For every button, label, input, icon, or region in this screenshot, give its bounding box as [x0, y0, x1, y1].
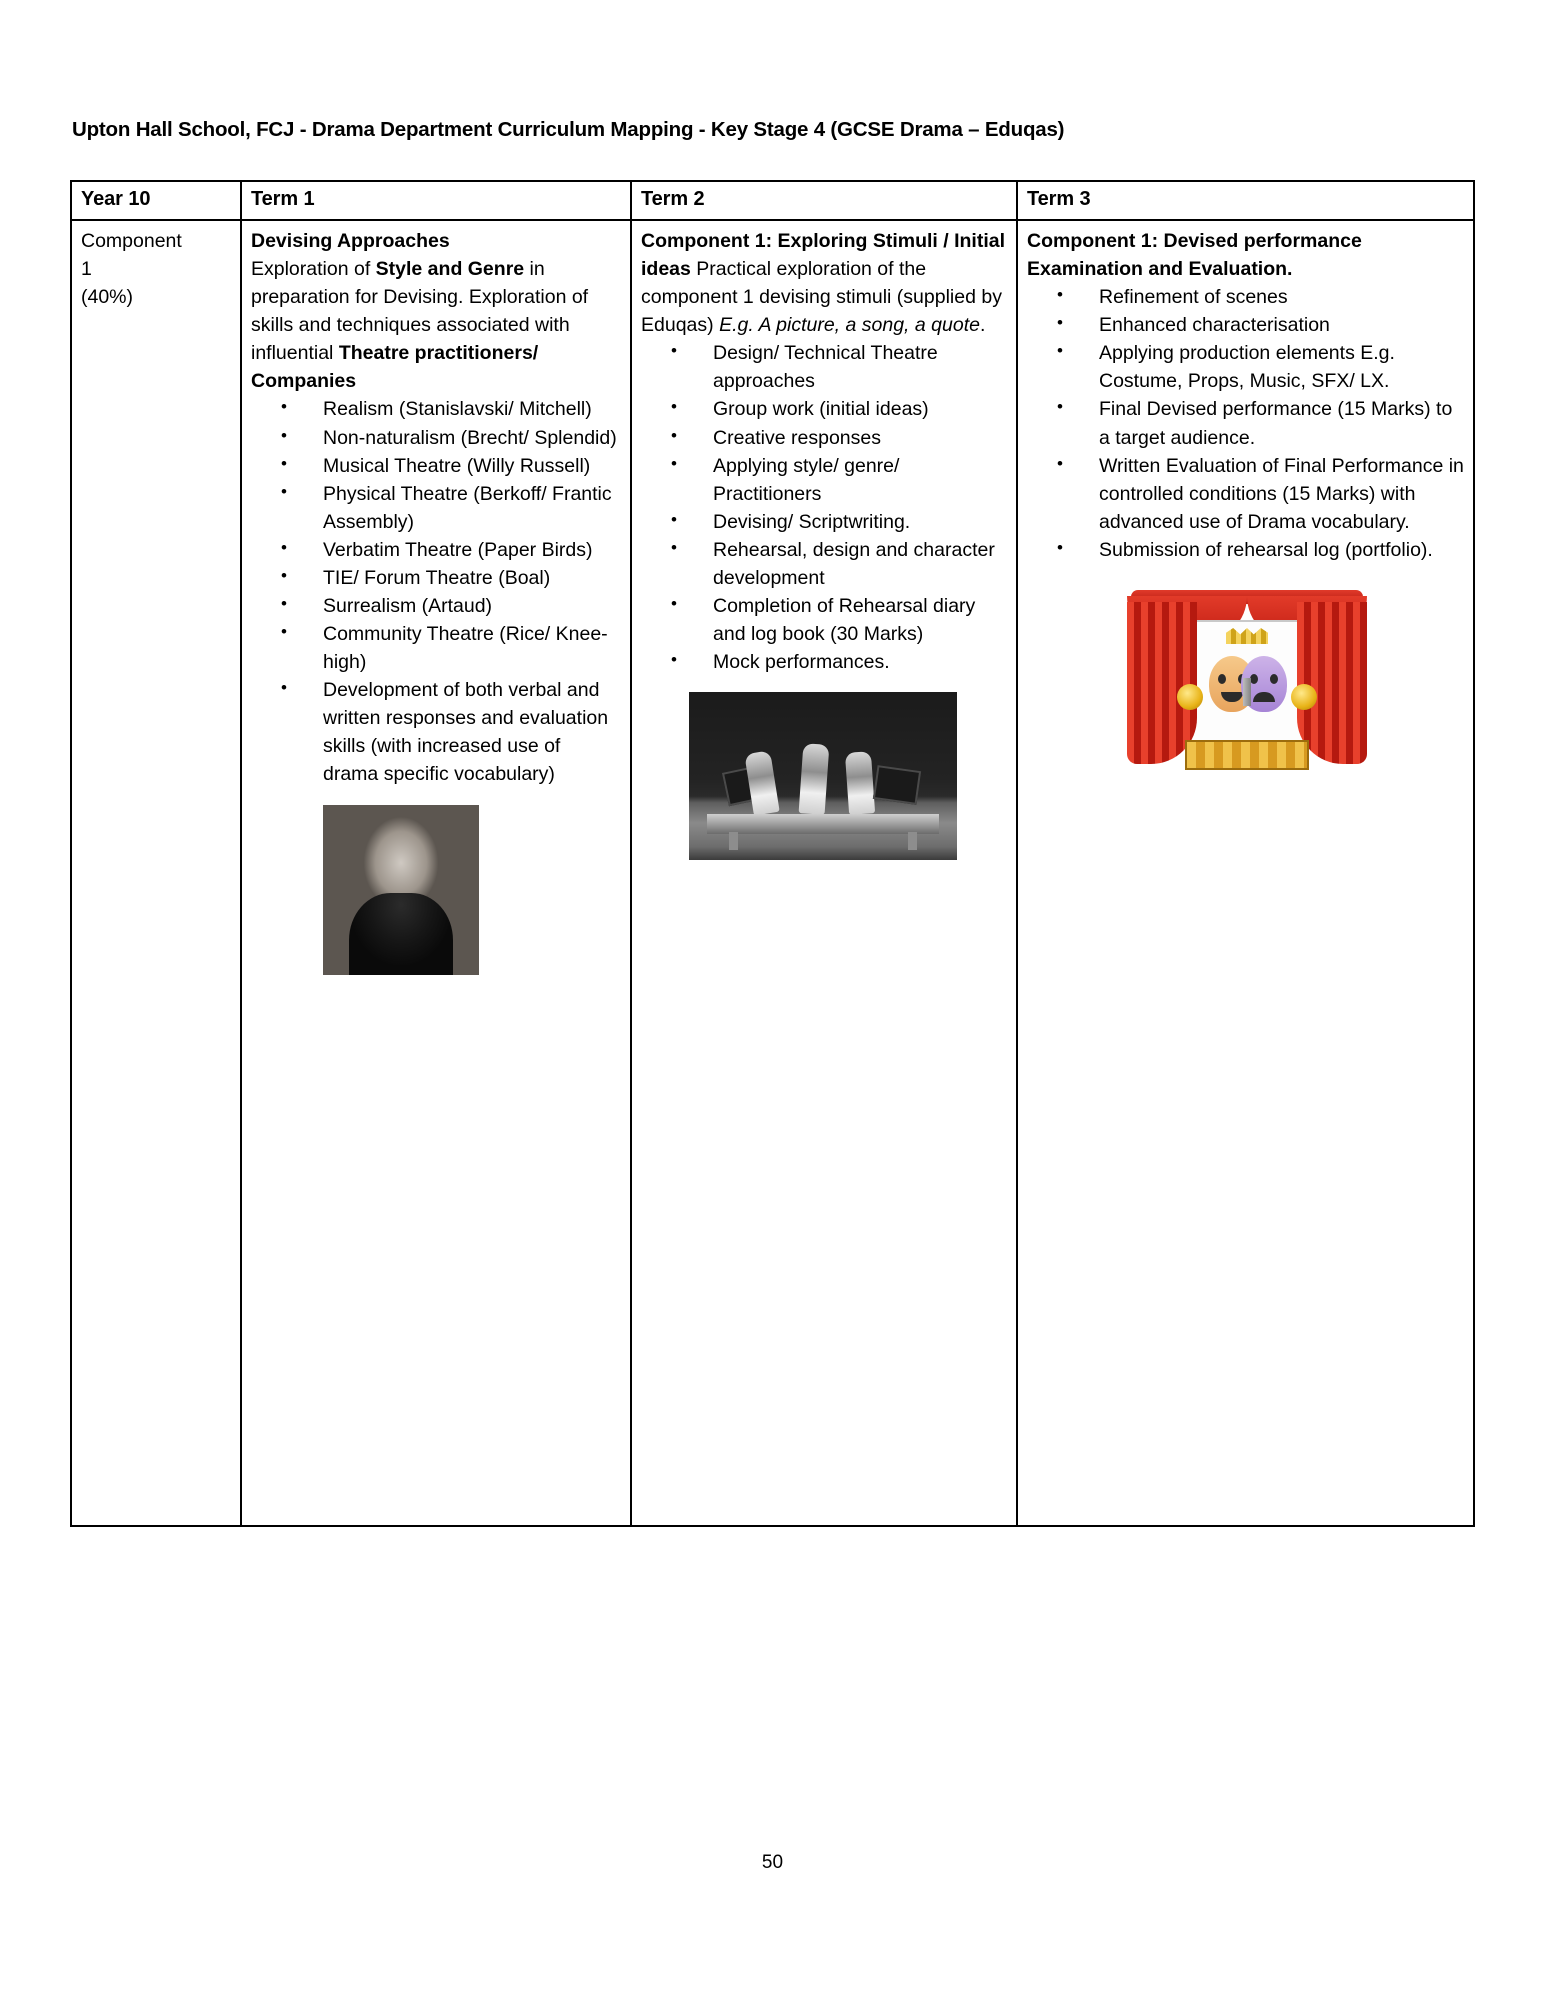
cell-term-1	[241, 220, 631, 1526]
list-item: • Group work (initial ideas)	[641, 395, 1007, 423]
component-line-2: 1	[81, 258, 92, 281]
cell-term-2	[631, 220, 1017, 1526]
list-item: • Development of both verbal and written responses and evaluation skills (with increased use of drama specific vocabulary)	[251, 676, 621, 788]
list-item: • Submission of rehearsal log (portfolio).	[1027, 536, 1464, 564]
table-row	[71, 220, 1474, 1526]
list-item: • Musical Theatre (Willy Russell)	[251, 452, 621, 480]
black-and-white-performance-photo	[689, 692, 957, 860]
term2-bullet-list	[641, 339, 1007, 676]
performer-figure	[799, 743, 830, 815]
list-item: • Non-naturalism (Brecht/ Splendid)	[251, 424, 621, 452]
mask-mouth	[1253, 692, 1275, 702]
term1-intro-text-2: in preparation for Devising. Exploration of skills and techniques associated with influential	[251, 258, 589, 365]
column-header-term-3: Term 3	[1017, 181, 1474, 220]
mask-eye	[1270, 674, 1278, 684]
list-item: • Design/ Technical Theatre approaches	[641, 339, 1007, 395]
list-item: • Applying style/ genre/ Practitioners	[641, 452, 1007, 508]
list-item: • Enhanced characterisation	[1027, 311, 1464, 339]
list-item: • Surrealism (Artaud)	[251, 592, 621, 620]
list-item: • Refinement of scenes	[1027, 283, 1464, 311]
list-item: • Devising/ Scriptwriting.	[641, 508, 1007, 536]
list-item: • Completion of Rehearsal diary and log book (30 Marks)	[641, 592, 1007, 648]
stage-floor	[1185, 740, 1309, 770]
rostra-leg	[729, 832, 738, 850]
list-item: • Verbatim Theatre (Paper Birds)	[251, 536, 621, 564]
rostra-leg	[908, 832, 917, 850]
column-header-term-1: Term 1	[241, 181, 631, 220]
performer-figure	[845, 751, 875, 815]
term2-heading: Component 1: Exploring Stimuli / Initial ideas	[641, 230, 1006, 281]
term1-intro-bold-2: Theatre practitioners/ Companies	[251, 342, 539, 393]
term2-intro-text-2: .	[979, 314, 986, 337]
component-line-1: Component	[81, 230, 182, 252]
term1-bullet-list	[251, 395, 621, 788]
theatre-practitioner-portrait-photo	[323, 805, 479, 975]
term3-bullet-list	[1027, 283, 1464, 564]
theatre-curtain-masks-clipart	[1123, 586, 1371, 782]
list-item: • Applying production elements E.g. Costume, Props, Music, SFX/ LX.	[1027, 339, 1464, 395]
list-item: • Physical Theatre (Berkoff/ Frantic Assembly)	[251, 480, 621, 536]
list-item: • Realism (Stanislavski/ Mitchell)	[251, 395, 621, 423]
list-item: • Mock performances.	[641, 648, 1007, 676]
term2-intro-paragraph	[641, 227, 1007, 339]
term1-intro-text-1: Exploration of	[251, 258, 376, 281]
stage-rostra	[707, 814, 939, 834]
mask-eye	[1250, 674, 1258, 684]
crown-icon	[1226, 628, 1268, 644]
page-title: Upton Hall School, FCJ - Drama Department Curriculum Mapping - Key Stage 4 (GCSE Drama – Eduqas)	[72, 118, 1065, 141]
column-header-term-2: Term 2	[631, 181, 1017, 220]
cell-component-label	[71, 220, 241, 1526]
curtain-tieback-left	[1177, 684, 1203, 710]
list-item: • TIE/ Forum Theatre (Boal)	[251, 564, 621, 592]
stage-backdrop-panel	[1189, 620, 1305, 742]
list-item: • Rehearsal, design and character development	[641, 536, 1007, 592]
table-header-row	[71, 181, 1474, 220]
mask-stand-pole	[1243, 678, 1251, 706]
mask-mouth	[1221, 692, 1243, 702]
term1-intro-paragraph	[251, 255, 621, 395]
term2-intro-italic: E.g. A picture, a song, a quote	[719, 314, 980, 337]
page-number: 50	[761, 1852, 784, 1873]
term1-intro-bold-1: Style and Genre	[375, 258, 525, 281]
cell-term-3	[1017, 220, 1474, 1526]
term3-heading: Component 1: Devised performance Examination and Evaluation.	[1027, 230, 1362, 281]
list-item: • Final Devised performance (15 Marks) to a target audience.	[1027, 395, 1464, 451]
component-weighting: (40%)	[81, 286, 134, 309]
suitcase-prop	[873, 765, 921, 805]
curriculum-mapping-table	[70, 180, 1475, 1527]
column-header-year: Year 10	[71, 181, 241, 220]
term2-intro-text-1: Practical exploration of the component 1 devising stimuli (supplied by Eduqas)	[641, 258, 1002, 337]
performer-figure	[744, 751, 779, 816]
list-item: • Community Theatre (Rice/ Knee-high)	[251, 620, 621, 676]
list-item: • Written Evaluation of Final Performance in controlled conditions (15 Marks) with advanced use of Drama vocabulary.	[1027, 452, 1464, 536]
curtain-tieback-right	[1291, 684, 1317, 710]
term1-heading: Devising Approaches	[251, 230, 450, 252]
list-item: • Creative responses	[641, 424, 1007, 452]
mask-eye	[1218, 674, 1226, 684]
